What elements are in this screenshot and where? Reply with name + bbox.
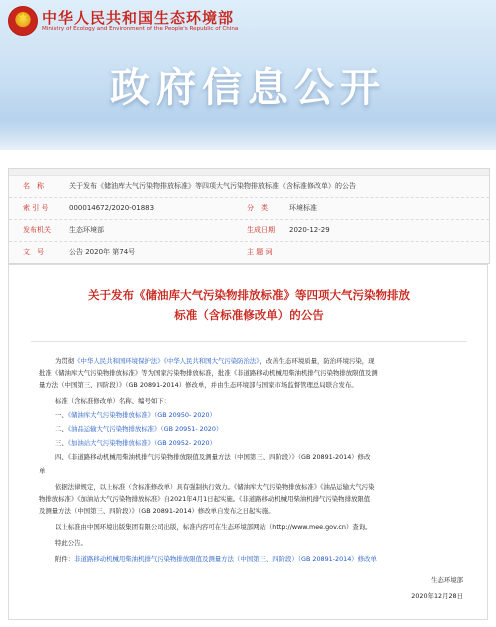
para-3-line-2: 物排放标准》《加油站大气污染物排放标准》自2021年4月1日起实施。《非道路移动机械用柴油机排气污染物排放限值: [39, 495, 371, 503]
announcement-document: [8, 264, 488, 620]
para-1-text-rest: ，改善生态环境质量，防治环境污染，现: [259, 357, 375, 365]
title-line-1: 关于发布《储油库大气污染物排放标准》等四项大气污染物排放: [88, 288, 410, 302]
document-info-table: [8, 168, 490, 264]
signature-org: 生态环境部: [431, 576, 463, 584]
signature-date: 2020年12月28日: [411, 592, 463, 600]
site-header: [0, 0, 496, 150]
subject-label: 主 题 词: [247, 248, 273, 256]
para-1-text: 为贯彻: [55, 357, 75, 365]
standard-item-2: [55, 423, 222, 435]
info-row-issuer: [9, 220, 489, 242]
ministry-name-english: Ministry of Ecology and Environment of the People's Republic of China: [42, 26, 239, 32]
para-5: 特此公告。: [55, 539, 87, 547]
name-value: 关于发布《储油库大气污染物排放标准》等四项大气污染物排放标准（含标准修改单）的公告: [69, 182, 356, 190]
para-1-line-2: 批准《储油库大气污染物排放标准》等为国家污染物排放标准，批准《非道路移动机械用柴油机排气污染物排放限值及测: [39, 369, 378, 377]
para-1-line-3: 量方法（中国第三、四阶段）》（GB 20891-2014）修改单，并由生态环境部与国家市场监督管理总局联合发布。: [39, 381, 358, 389]
item-1-code: （GB 20950- 2020）: [154, 411, 216, 419]
name-label: 名 称: [23, 182, 44, 190]
standard-item-4-line-1: 四、《非道路移动机械用柴油机排气污染物排放限值及测量方法（中国第三、四阶段）》（GB 20891-2014）修改: [55, 453, 371, 461]
info-row-index: [9, 198, 489, 220]
date-value: 2020-12-29: [289, 226, 330, 234]
law-link-air-pollution[interactable]: 《中华人民共和国大气污染防治法》: [163, 357, 260, 365]
info-table-topbar: [9, 169, 489, 176]
item-3-code: （GB 20952- 2020）: [154, 439, 216, 447]
law-link-environment-protection[interactable]: 《中华人民共和国环境保护法》: [74, 357, 164, 365]
item-1-number: 一、: [55, 411, 68, 419]
standard-item-3: [55, 437, 216, 449]
item-3-number: 三、: [55, 439, 68, 447]
attachment-label: 附件：: [55, 555, 75, 563]
para-3-line-3: 及测量方法（中国第三、四阶段）》（GB 20891-2014）修改单自发布之日起实施。: [39, 507, 275, 515]
header-fade: [0, 120, 496, 150]
info-row-name: [9, 176, 489, 198]
doc-number-label: 文 号: [23, 248, 44, 256]
para-2: 标准（含标准修改单）名称、编号如下：: [55, 397, 171, 405]
index-value: 000014672/2020-01883: [69, 204, 155, 212]
ministry-name[interactable]: 中华人民共和国生态环境部: [42, 9, 235, 27]
item-2-number: 二、: [55, 425, 68, 433]
standard-item-1: [55, 409, 216, 421]
attachment-link[interactable]: 非道路移动机械用柴油机排气污染物排放限值及测量方法（中国第三、四阶段）（GB 20891-2014）修改单: [74, 555, 377, 563]
issuer-value: 生态环境部: [69, 226, 104, 234]
category-label: 分 类: [247, 204, 268, 212]
para-1-line-1: [55, 355, 375, 367]
item-2-code: （GB 20951- 2020）: [160, 425, 223, 433]
national-emblem-icon: ★: [8, 6, 38, 36]
title-divider: [31, 341, 467, 342]
announcement-title: [9, 285, 489, 325]
standard-link-gas-station[interactable]: 《加油站大气污染物排放标准》: [67, 439, 155, 447]
standard-item-4-line-2: 单: [39, 467, 46, 475]
info-row-docno: [9, 242, 489, 263]
title-line-2: 标准（含标准修改单）的公告: [174, 308, 324, 322]
date-label: 生成日期: [247, 226, 275, 234]
banner-title: 政府信息公开: [110, 65, 386, 111]
index-label: 索 引 号: [23, 204, 49, 212]
issuer-label: 发布机关: [23, 226, 51, 234]
attachment-line: [55, 553, 377, 565]
category-value: 环境标准: [289, 204, 317, 212]
para-4: 以上标准由中国环境出版集团有限公司出版，标准内容可在生态环境部网站（http://www.mee.gov.cn）查询。: [55, 523, 372, 531]
para-3-line-1: 依据法律规定，以上标准（含标准修改单）具有强制执行效力。《储油库大气污染物排放标准》《油品运输大气污染: [55, 483, 375, 491]
standard-link-oil-depot[interactable]: 《储油库大气污染物排放标准》: [67, 411, 155, 419]
standard-link-oil-transport[interactable]: 《油品运输大气污染物排放标准》: [67, 425, 161, 433]
doc-number-value: 公告 2020年 第74号: [69, 248, 136, 256]
